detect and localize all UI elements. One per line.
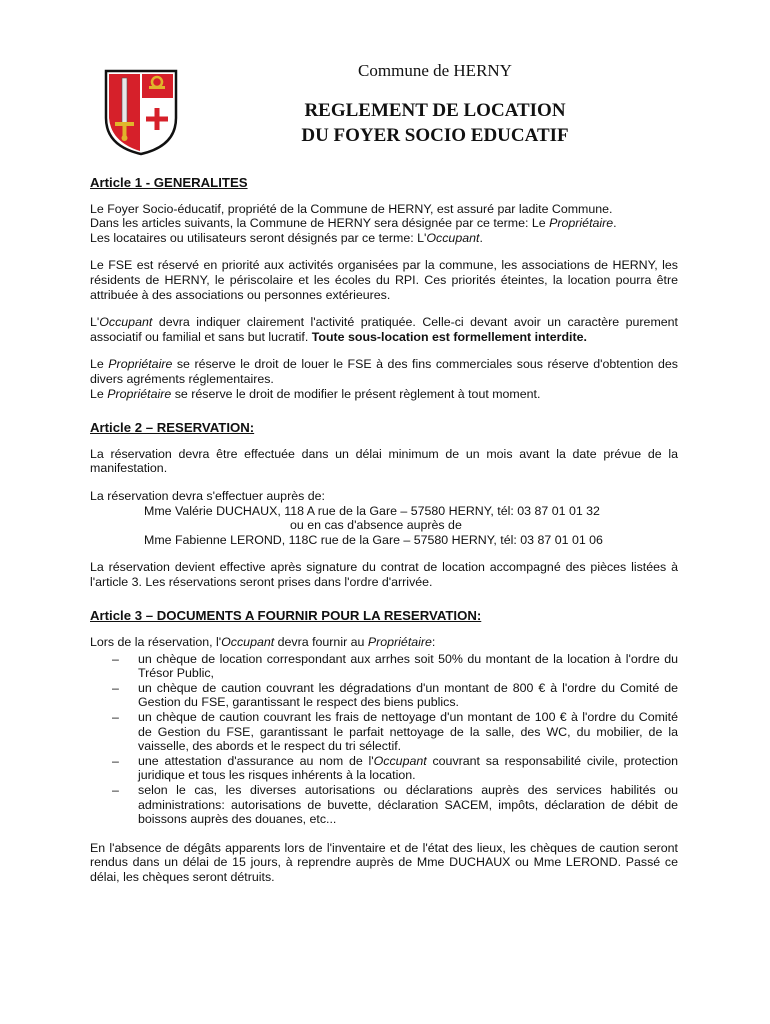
article-2-paragraph-1: La réservation devra être effectuée dans un délai minimum de un mois avant la date prévue de la manifestation.	[90, 446, 678, 476]
list-item: – selon le cas, les diverses autorisations ou déclarations auprès des services habilités ou administrations: autorisations de buvette, déclaration SACEM, impôts, déclaration de débit de boissons auprès des douanes, etc...	[90, 783, 678, 827]
bold-notice: Toute sous-location est formellement interdite.	[311, 329, 587, 344]
emphasis: Propriétaire	[108, 357, 173, 372]
text-span: Le	[90, 357, 109, 372]
title-line-1: REGLEMENT DE LOCATION	[304, 100, 566, 121]
text-span: devra fournir au	[274, 635, 368, 650]
text-span: .	[613, 216, 617, 231]
paragraph-line: Le Foyer Socio-éducatif, propriété de la Commune de HERNY, est assuré par ladite Commune.	[90, 201, 613, 216]
emphasis: Occupant	[373, 753, 427, 768]
text-span: une attestation d'assurance au nom de l'	[138, 753, 374, 768]
article-1-heading: Article 1 - GENERALITES	[90, 175, 248, 190]
text-span: .	[479, 230, 483, 245]
article-2-heading: Article 2 – RESERVATION:	[90, 420, 255, 436]
list-item: – un chèque de caution couvrant les dégradations d'un montant de 800 € à l'ordre du Comité de Gestion du FSE, garantissant le respect des biens publics.	[90, 681, 678, 710]
article-2-contacts	[90, 489, 678, 547]
article-2	[90, 421, 678, 589]
article-1-paragraph-4	[90, 357, 678, 401]
emphasis: Occupant	[221, 635, 275, 650]
paragraph-line	[90, 216, 678, 231]
emphasis: Occupant	[99, 315, 153, 330]
document-body	[90, 176, 678, 905]
text-span: se réserve le droit de louer le FSE à des fins commerciales sous réserve d'obtention des divers agréments réglementaires.	[90, 357, 678, 386]
text-span: :	[431, 635, 436, 650]
paragraph-line	[90, 387, 678, 402]
article-1-paragraph-1	[90, 202, 678, 246]
text-span: se réserve le droit de modifier le présent règlement à tout moment.	[171, 386, 541, 401]
article-3-closing: En l'absence de dégâts apparents lors de l'inventaire et de l'état des lieux, les chèques de caution seront rendus dans un délai de 15 jours, à reprendre auprès de Mme DUCHAUX ou Mme LEROND. Passé ce délai, les chèques seront détruits.	[90, 840, 678, 884]
article-2-paragraph-3: La réservation devient effective après signature du contrat de location accompagné des pièces listées à l'article 3. Les réservations seront prises dans l'ordre d'arrivée.	[90, 560, 678, 589]
article-1-paragraph-3	[90, 315, 678, 344]
text-span: couvrant sa responsabilité civile, protection juridique et tous les risques inhérents à la location.	[138, 753, 678, 783]
paragraph-line	[90, 231, 678, 246]
text-span: devra indiquer clairement l'activité pratiquée. Celle-ci devant avoir un caractère purement associatif ou familial et sans but lucratif.	[90, 315, 678, 344]
contact-alternative: ou en cas d'absence auprès de	[290, 518, 462, 533]
text-span: Dans les articles suivants, la Commune de HERNY sera désignée par ce terme: Le	[90, 216, 550, 231]
text-span: Lors de la réservation, l'	[90, 635, 222, 650]
article-3	[90, 609, 678, 884]
emphasis: Occupant	[426, 230, 480, 245]
contacts-intro: La réservation devra s'effectuer auprès de:	[90, 488, 325, 503]
title-line-2: DU FOYER SOCIO EDUCATIF	[301, 125, 569, 146]
list-item: – un chèque de location correspondant aux arrhes soit 50% du montant de la location à l'ordre du Trésor Public,	[90, 652, 678, 681]
documents-list	[90, 652, 678, 827]
article-1	[90, 176, 678, 401]
list-item	[90, 754, 678, 783]
list-item: – un chèque de caution couvrant les frais de nettoyage d'un montant de 100 € à l'ordre du Comité de Gestion du FSE, garantissant le parfait nettoyage de la salle, des WC, du mobilier, de la vaisselle, des abords et le respect du tri sélectif.	[90, 710, 678, 754]
commune-name: Commune de HERNY	[358, 61, 512, 80]
article-3-intro	[90, 635, 678, 650]
contact-duchaux: Mme Valérie DUCHAUX, 118 A rue de la Gare – 57580 HERNY, tél: 03 87 01 01 32	[144, 503, 600, 518]
coat-of-arms-icon	[103, 68, 179, 156]
text-span: Les locataires ou utilisateurs seront désignés par ce terme: L'	[90, 230, 427, 245]
paragraph-line	[90, 357, 678, 386]
contact-lerond: Mme Fabienne LEROND, 118C rue de la Gare – 57580 HERNY, tél: 03 87 01 01 06	[144, 532, 603, 547]
page-title	[240, 98, 630, 148]
emphasis: Propriétaire	[107, 386, 172, 401]
emphasis: Propriétaire	[367, 635, 432, 650]
article-1-paragraph-2: Le FSE est réservé en priorité aux activités organisées par la commune, les associations de HERNY, les résidents de HERNY, le périscolaire et les écoles du RPI. Ces priorités éteintes, la location pourra être attribuée à des associations ou personnes extérieures.	[90, 258, 678, 302]
text-span: Le	[90, 386, 108, 401]
text-span: L'	[90, 315, 100, 330]
article-3-heading: Article 3 – DOCUMENTS A FOURNIR POUR LA RESERVATION:	[90, 608, 482, 624]
emphasis: Propriétaire	[549, 216, 614, 231]
